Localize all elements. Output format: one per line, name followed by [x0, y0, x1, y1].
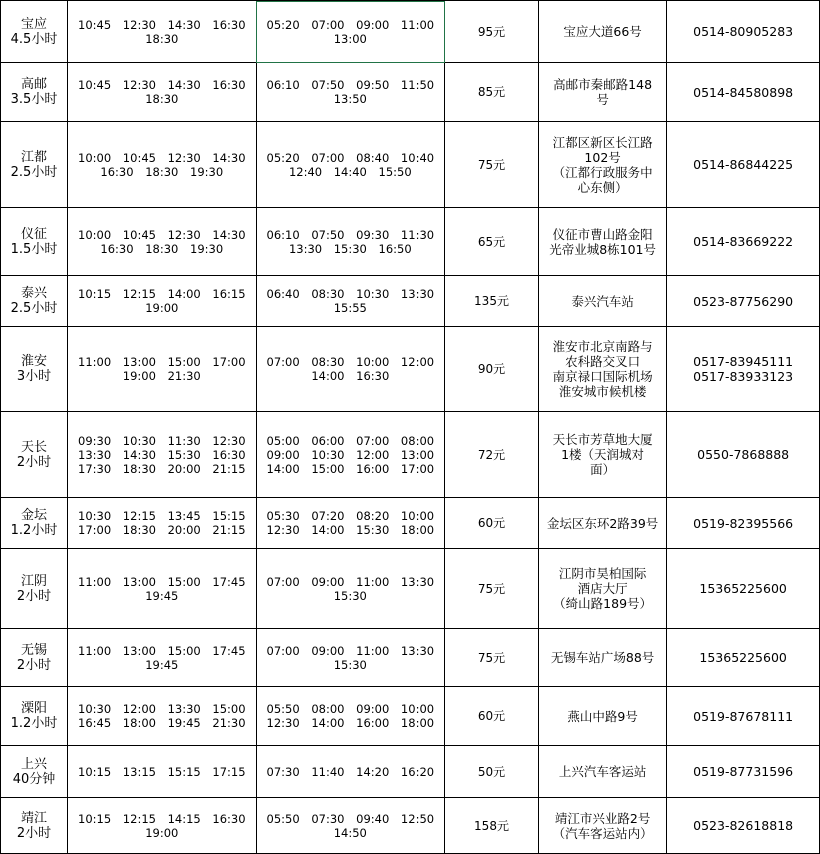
- city-name: 上兴: [21, 756, 48, 772]
- price-cell[interactable]: [445, 549, 539, 629]
- return-times-cell[interactable]: [256, 687, 445, 746]
- return-times-cell-line: 14:00 16:30: [311, 369, 390, 383]
- return-times-cell-line: 15:55: [333, 301, 367, 315]
- price-cell[interactable]: [445, 276, 539, 327]
- address-cell-line: 泰兴汽车站: [571, 293, 634, 309]
- price-cell[interactable]: [445, 412, 539, 498]
- departure-times-cell-line: 18:30: [145, 31, 179, 46]
- phone-cell[interactable]: [667, 1, 820, 63]
- return-times-cell-line: 06:10 07:50 09:50 11:50: [266, 78, 435, 92]
- price-cell[interactable]: [445, 798, 539, 854]
- departure-times-cell[interactable]: [68, 1, 257, 63]
- price-cell[interactable]: [445, 498, 539, 549]
- city-cell[interactable]: [1, 687, 68, 746]
- table-row: [1, 327, 820, 412]
- departure-times-cell[interactable]: [68, 629, 257, 687]
- table-row: [1, 412, 820, 498]
- return-times-cell-line: 14:00 15:00 16:00 17:00: [266, 461, 435, 476]
- price-cell[interactable]: [445, 687, 539, 746]
- departure-times-cell[interactable]: [68, 276, 257, 327]
- city-cell[interactable]: [1, 498, 68, 549]
- departure-times-cell[interactable]: [68, 122, 257, 208]
- departure-times-cell-line: 17:30 18:30 20:00 21:15: [78, 461, 246, 476]
- return-times-cell[interactable]: [256, 327, 445, 412]
- departure-times-cell-line: 10:15 12:15 14:15 16:30: [78, 811, 246, 826]
- departure-times-cell-line: 10:30 12:15 13:45 15:15: [78, 509, 246, 523]
- address-cell[interactable]: [538, 276, 666, 327]
- ticket-price: 60元: [477, 516, 506, 530]
- travel-duration: 2小时: [16, 657, 52, 673]
- address-cell[interactable]: [538, 746, 666, 798]
- phone-cell-line: 0523-82618818: [693, 818, 794, 833]
- city-cell[interactable]: [1, 122, 68, 208]
- ticket-price: 75元: [477, 581, 506, 596]
- departure-times-cell-line: 11:00 13:00 15:00 17:45: [78, 643, 246, 658]
- ticket-price: 90元: [477, 362, 506, 376]
- departure-times-cell-line: 09:30 10:30 11:30 12:30: [78, 433, 246, 448]
- return-times-cell[interactable]: [256, 629, 445, 687]
- phone-cell-line: 0517-83945111: [693, 354, 794, 369]
- travel-duration: 4.5小时: [10, 31, 58, 47]
- phone-cell-line: 0550-7868888: [697, 447, 790, 462]
- return-times-cell-line: 06:40 08:30 10:30 13:30: [266, 287, 435, 301]
- price-cell[interactable]: [445, 746, 539, 798]
- address-cell-line: 金坛区东环2路39号: [546, 515, 659, 531]
- return-times-cell-line: 05:50 08:00 09:00 10:00: [266, 702, 435, 716]
- return-times-cell[interactable]: [256, 746, 445, 798]
- address-cell[interactable]: [538, 122, 666, 208]
- departure-times-cell-line: 17:00 18:30 20:00 21:15: [78, 523, 246, 537]
- phone-cell[interactable]: [667, 63, 820, 122]
- departure-times-cell-line: 19:45: [145, 657, 179, 672]
- city-cell[interactable]: [1, 629, 68, 687]
- departure-times-cell-line: 10:15 12:15 14:00 16:15: [78, 287, 246, 301]
- city-name: 无锡: [21, 642, 48, 658]
- return-times-cell[interactable]: [256, 208, 445, 276]
- address-cell-line: 号: [596, 92, 609, 107]
- departure-times-cell-line: 10:45 12:30 14:30 16:30: [78, 78, 246, 92]
- address-cell-line: 酒店大厅: [577, 581, 628, 596]
- travel-duration: 2小时: [16, 454, 52, 470]
- phone-cell[interactable]: [667, 327, 820, 412]
- address-cell-line: 上兴汽车客运站: [558, 764, 647, 779]
- ticket-price: 158元: [474, 818, 509, 833]
- city-cell[interactable]: [1, 208, 68, 276]
- phone-cell[interactable]: [667, 549, 820, 629]
- phone-cell-line: 0519-87731596: [693, 764, 794, 779]
- table-row: [1, 798, 820, 854]
- price-cell[interactable]: [445, 208, 539, 276]
- departure-times-cell-line: 18:30: [145, 92, 179, 106]
- table-row: [1, 1, 820, 63]
- ticket-price: 72元: [477, 447, 506, 462]
- phone-cell-line: 0514-86844225: [693, 157, 794, 172]
- city-name: 天长: [21, 439, 48, 455]
- departure-times-cell[interactable]: [68, 549, 257, 629]
- return-times-cell-line: 12:40 14:40 15:50: [288, 164, 412, 179]
- travel-duration: 2小时: [16, 825, 52, 841]
- address-cell-line: 农科路交叉口: [565, 354, 641, 369]
- phone-cell-line: 0519-82395566: [693, 515, 794, 531]
- ticket-price: 135元: [474, 294, 509, 308]
- city-name: 宝应: [21, 16, 48, 32]
- city-name: 金坛: [21, 508, 48, 523]
- phone-cell-line: 15365225600: [699, 581, 787, 596]
- address-cell[interactable]: [538, 798, 666, 854]
- departure-times-cell[interactable]: [68, 208, 257, 276]
- address-cell[interactable]: [538, 629, 666, 687]
- return-times-cell-line: 07:30 11:40 14:20 16:20: [266, 764, 435, 779]
- city-name: 江阴: [21, 573, 48, 589]
- city-cell[interactable]: [1, 549, 68, 629]
- phone-cell[interactable]: [667, 629, 820, 687]
- return-times-cell-line: 05:50 07:30 09:40 12:50: [266, 811, 435, 826]
- departure-times-cell-line: 19:00: [145, 301, 179, 315]
- departure-times-cell[interactable]: [68, 412, 257, 498]
- phone-cell[interactable]: [667, 498, 820, 549]
- travel-duration: 1.5小时: [10, 241, 58, 257]
- ticket-price: 65元: [477, 234, 506, 249]
- table-row: [1, 629, 820, 687]
- ticket-price: 95元: [477, 24, 506, 39]
- address-cell-line: 淮安市北京南路与: [552, 339, 653, 354]
- departure-times-cell-line: 13:30 14:30 15:30 16:30: [78, 447, 246, 462]
- address-cell-line: 面）: [590, 462, 616, 477]
- price-cell[interactable]: [445, 1, 539, 63]
- departure-times-cell-line: 10:45 12:30 14:30 16:30: [78, 17, 246, 32]
- return-times-cell-line: 12:30 14:00 16:00 18:00: [266, 716, 435, 730]
- ticket-price: 50元: [477, 764, 506, 779]
- address-cell[interactable]: [538, 549, 666, 629]
- departure-times-cell[interactable]: [68, 327, 257, 412]
- departure-times-cell-line: 16:30 18:30 19:30: [100, 164, 224, 179]
- address-cell-line: 江阴市昊柏国际: [558, 566, 647, 581]
- city-name: 高邮: [21, 77, 48, 92]
- table-row: [1, 687, 820, 746]
- departure-times-cell-line: 16:30 18:30 19:30: [100, 241, 224, 256]
- ticket-price: 60元: [477, 709, 506, 723]
- table-body: [1, 1, 820, 854]
- city-cell[interactable]: [1, 276, 68, 327]
- address-cell-line: 无锡车站广场88号: [550, 650, 655, 665]
- city-name: 溧阳: [21, 701, 48, 716]
- table-row: [1, 122, 820, 208]
- return-times-cell-line: 13:00: [333, 31, 367, 46]
- return-times-cell[interactable]: [256, 63, 445, 122]
- city-name: 江都: [21, 149, 48, 165]
- return-times-cell-line: 05:00 06:00 07:00 08:00: [266, 433, 435, 448]
- departure-times-cell[interactable]: [68, 746, 257, 798]
- return-times-cell-line: 05:30 07:20 08:20 10:00: [266, 509, 435, 523]
- departure-times-cell-line: 11:00 13:00 15:00 17:45: [78, 574, 246, 589]
- address-cell-line: 天长市芳草地大厦: [552, 432, 653, 447]
- address-cell[interactable]: [538, 327, 666, 412]
- city-name: 淮安: [21, 354, 48, 369]
- phone-cell-line: 0514-84580898: [693, 84, 794, 100]
- return-times-cell-line: 05:20 07:00 08:40 10:40: [266, 150, 435, 165]
- return-times-cell-line: 07:00 09:00 11:00 13:30: [266, 643, 435, 658]
- phone-cell[interactable]: [667, 798, 820, 854]
- travel-duration: 2小时: [16, 588, 52, 604]
- return-times-cell-line: 14:50: [333, 825, 367, 840]
- return-times-cell-line: 09:00 10:30 12:00 13:00: [266, 447, 435, 462]
- address-cell-line: （绮山路189号）: [553, 596, 653, 611]
- address-cell-line: 1楼（天润城对: [561, 447, 645, 462]
- table-row: [1, 549, 820, 629]
- address-cell-line: （汽车客运站内）: [552, 825, 653, 841]
- phone-cell-line: 0514-83669222: [693, 234, 794, 249]
- address-cell[interactable]: [538, 412, 666, 498]
- phone-cell[interactable]: [667, 746, 820, 798]
- address-cell-line: 燕山中路9号: [567, 708, 638, 724]
- return-times-cell-line: 15:30: [333, 657, 367, 672]
- city-name: 靖江: [21, 810, 48, 826]
- travel-duration: 2.5小时: [10, 164, 58, 180]
- departure-times-cell[interactable]: [68, 63, 257, 122]
- return-times-cell-line: 12:30 14:00 15:30 18:00: [266, 523, 435, 537]
- phone-cell-line: 0523-87756290: [693, 293, 794, 309]
- departure-times-cell-line: 19:00: [145, 825, 179, 840]
- address-cell-line: 江都区新区长江路: [552, 134, 653, 150]
- address-cell-line: （江都行政服务中: [552, 164, 653, 180]
- phone-cell[interactable]: [667, 122, 820, 208]
- address-cell[interactable]: [538, 687, 666, 746]
- address-cell-line: 南京禄口国际机场: [552, 369, 653, 384]
- departure-times-cell-line: 10:00 10:45 12:30 14:30: [78, 150, 246, 165]
- address-cell-line: 仪征市曹山路金阳: [552, 226, 653, 242]
- departure-times-cell[interactable]: [68, 498, 257, 549]
- return-times-cell-line: 13:50: [333, 92, 367, 106]
- departure-times-cell-line: 10:15 13:15 15:15 17:15: [78, 764, 246, 779]
- travel-duration: 1.2小时: [10, 523, 58, 538]
- return-times-cell-line: 15:30: [333, 588, 367, 603]
- address-cell-line: 宝应大道66号: [563, 24, 642, 39]
- departure-times-cell-line: 19:00 21:30: [122, 369, 201, 383]
- address-cell-line: 靖江市兴业路2号: [554, 810, 651, 826]
- address-cell[interactable]: [538, 63, 666, 122]
- return-times-cell[interactable]: [256, 1, 445, 63]
- city-cell[interactable]: [1, 746, 68, 798]
- return-times-cell[interactable]: [256, 498, 445, 549]
- price-cell[interactable]: [445, 629, 539, 687]
- address-cell[interactable]: [538, 208, 666, 276]
- ticket-price: 75元: [477, 650, 506, 665]
- departure-times-cell-line: 16:45 18:00 19:45 21:30: [78, 716, 246, 730]
- city-cell[interactable]: [1, 327, 68, 412]
- return-times-cell[interactable]: [256, 412, 445, 498]
- travel-duration: 1.2小时: [10, 716, 58, 731]
- address-cell-line: 心东侧）: [577, 179, 628, 195]
- departure-times-cell-line: 11:00 13:00 15:00 17:00: [78, 355, 246, 369]
- table-row: [1, 498, 820, 549]
- return-times-cell-line: 07:00 09:00 11:00 13:30: [266, 574, 435, 589]
- travel-duration: 3小时: [16, 369, 52, 384]
- price-cell[interactable]: [445, 122, 539, 208]
- travel-duration: 3.5小时: [10, 92, 58, 107]
- city-cell[interactable]: [1, 63, 68, 122]
- city-cell[interactable]: [1, 798, 68, 854]
- travel-duration: 40分钟: [12, 771, 56, 787]
- return-times-cell[interactable]: [256, 549, 445, 629]
- departure-times-cell-line: 10:00 10:45 12:30 14:30: [78, 227, 246, 242]
- city-name: 泰兴: [21, 286, 48, 301]
- travel-duration: 2.5小时: [10, 301, 58, 316]
- city-name: 仪征: [21, 226, 48, 242]
- return-times-cell-line: 13:30 15:30 16:50: [288, 241, 412, 256]
- price-cell[interactable]: [445, 327, 539, 412]
- address-cell-line: 102号: [584, 149, 621, 165]
- ticket-price: 85元: [477, 85, 506, 99]
- table-row: [1, 276, 820, 327]
- address-cell[interactable]: [538, 1, 666, 63]
- departure-times-cell-line: 19:45: [145, 588, 179, 603]
- return-times-cell[interactable]: [256, 122, 445, 208]
- return-times-cell-line: 05:20 07:00 09:00 11:00: [266, 17, 435, 32]
- city-cell[interactable]: [1, 1, 68, 63]
- phone-cell-line: 0519-87678111: [693, 708, 794, 724]
- return-times-cell[interactable]: [256, 798, 445, 854]
- phone-cell-line: 0517-83933123: [693, 369, 794, 384]
- ticket-price: 75元: [477, 157, 506, 172]
- phone-cell[interactable]: [667, 412, 820, 498]
- price-cell[interactable]: [445, 63, 539, 122]
- phone-cell[interactable]: [667, 276, 820, 327]
- return-times-cell-line: 06:10 07:50 09:30 11:30: [266, 227, 435, 242]
- city-cell[interactable]: [1, 412, 68, 498]
- table-row: [1, 746, 820, 798]
- departure-times-cell-line: 10:30 12:00 13:30 15:00: [78, 702, 246, 716]
- return-times-cell[interactable]: [256, 276, 445, 327]
- table-row: [1, 63, 820, 122]
- phone-cell-line: 0514-80905283: [693, 24, 794, 39]
- phone-cell-line: 15365225600: [699, 650, 787, 665]
- address-cell-line: 淮安城市候机楼: [558, 384, 647, 399]
- departure-times-cell[interactable]: [68, 687, 257, 746]
- table-row: [1, 208, 820, 276]
- address-cell-line: 高邮市秦邮路148: [553, 77, 653, 92]
- return-times-cell-line: 07:00 08:30 10:00 12:00: [266, 355, 435, 369]
- phone-cell[interactable]: [667, 687, 820, 746]
- address-cell[interactable]: [538, 498, 666, 549]
- departure-times-cell[interactable]: [68, 798, 257, 854]
- address-cell-line: 光帝业城8栋101号: [549, 241, 656, 257]
- phone-cell[interactable]: [667, 208, 820, 276]
